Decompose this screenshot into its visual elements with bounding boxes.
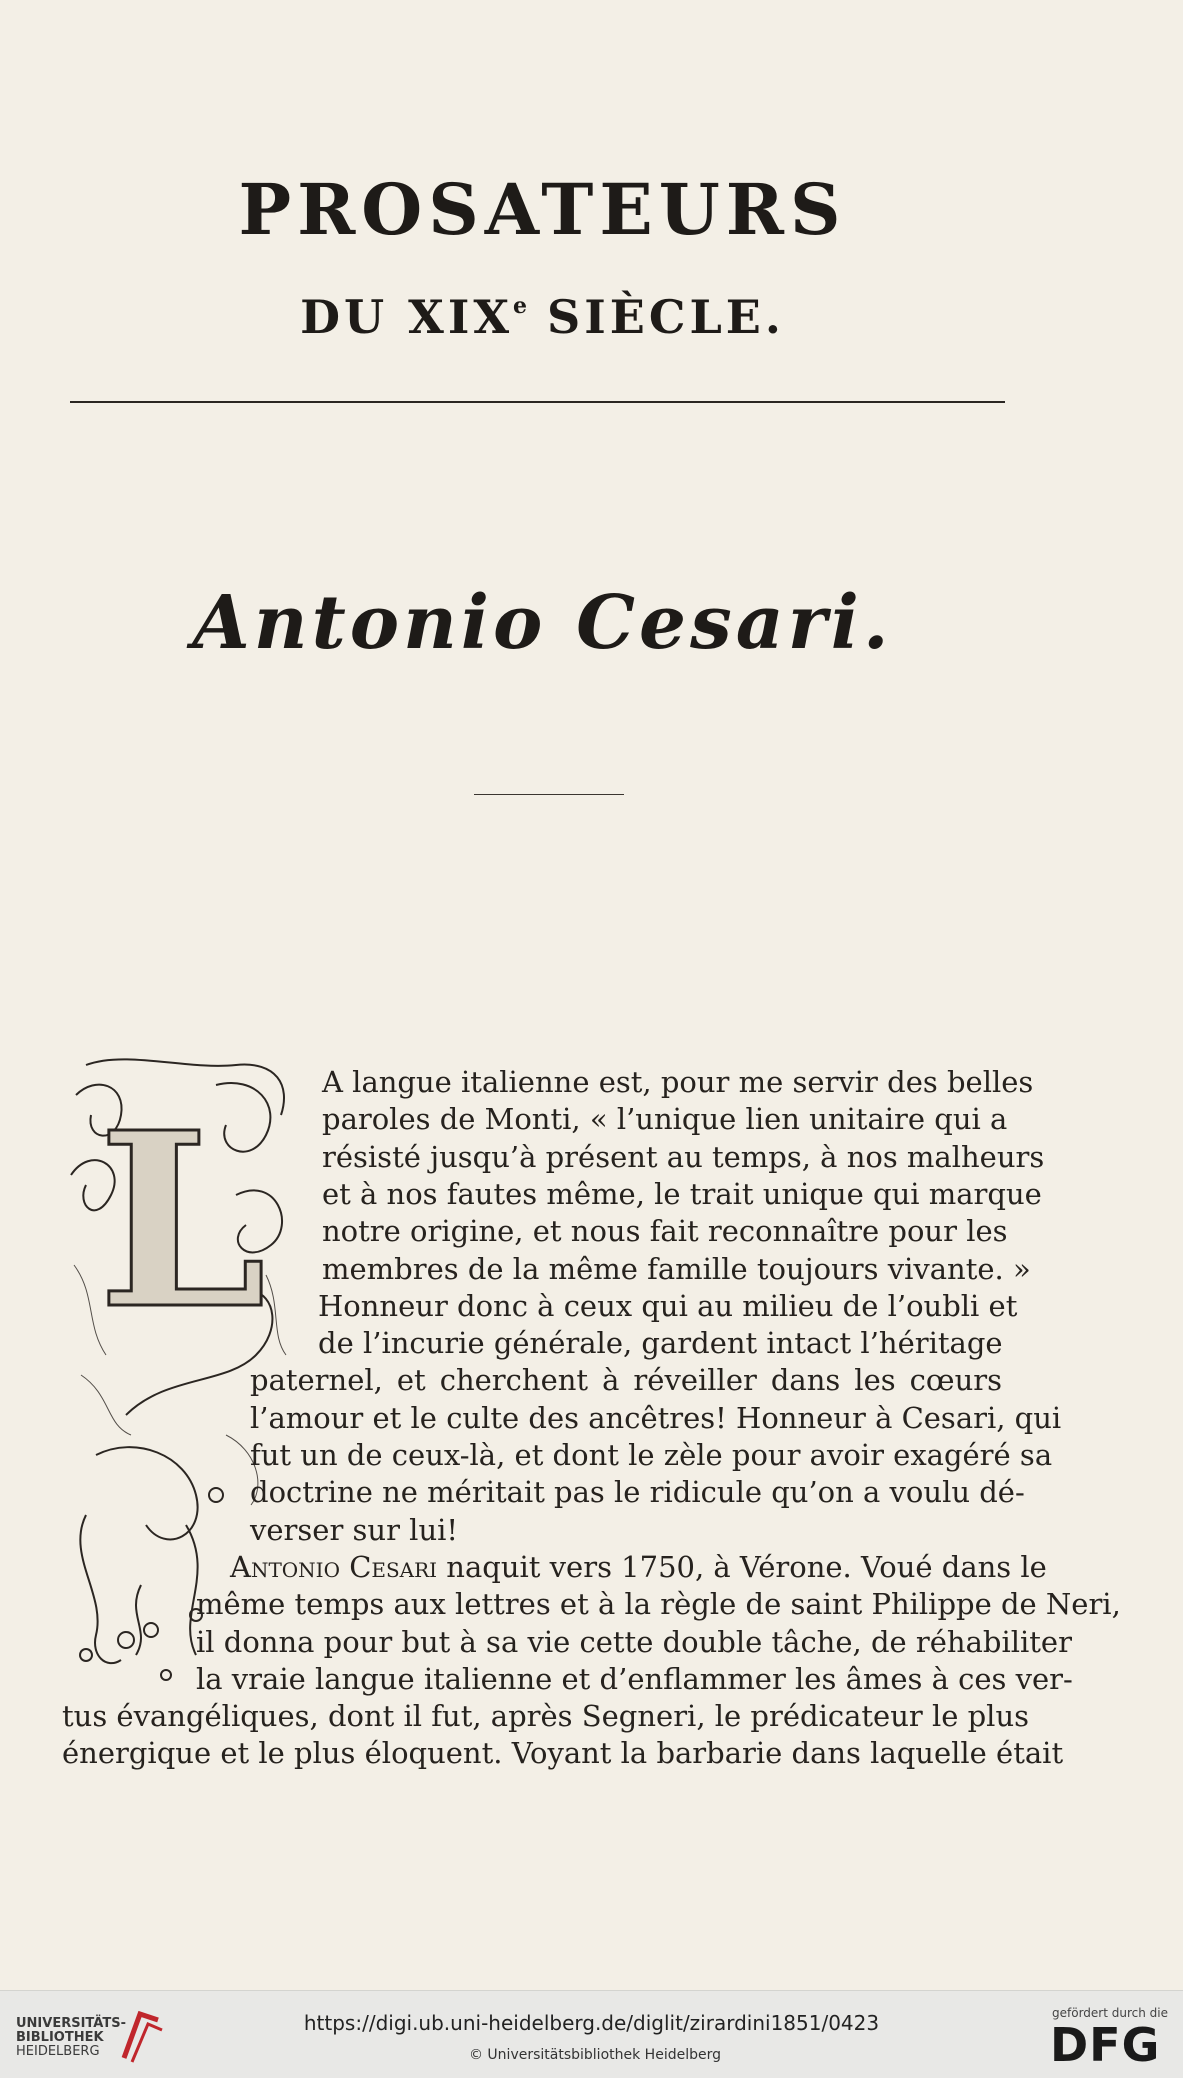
funding-note: gefördert durch die — [1052, 2006, 1168, 2020]
text-line: A langue italienne est, pour me servir des belles — [322, 1065, 1034, 1099]
text-line: énergique et le plus éloquent. Voyant la barbarie dans laquelle était — [62, 1736, 1064, 1771]
author-heading: Antonio Cesari. — [192, 580, 893, 666]
permalink-url[interactable]: https://digi.ub.uni-heidelberg.de/diglit/zirardini1851/0423 — [303, 2011, 880, 2035]
text-line: paternel, et cherchent à réveiller dans les cœurs — [250, 1363, 1002, 1398]
author-name-inline: Antonio Cesari — [230, 1549, 438, 1584]
text-line: Antonio Cesari naquit vers 1750, à Vérone. Voué dans le — [230, 1549, 1047, 1584]
copyright-text: © Universitätsbibliothek Heidelberg — [468, 2047, 721, 2063]
text-line: et à nos fautes même, le trait unique qui marque — [322, 1176, 1042, 1211]
text-line: doctrine ne méritait pas le ridicule qu’on a voulu dé- — [250, 1475, 1025, 1510]
text-line: l’amour et le culte des ancêtres! Honneur à Cesari, qui — [250, 1400, 1062, 1435]
svg-text:L: L — [97, 1080, 267, 1362]
text-line: verser sur lui! — [250, 1512, 459, 1547]
section-subtitle: DU XIXe SIÈCLE. — [300, 290, 785, 344]
text-line: fut un de ceux-là, et dont le zèle pour avoir exagéré sa — [250, 1438, 1053, 1472]
text-line: même temps aux lettres et à la règle de saint Philippe de Neri, — [196, 1587, 1121, 1622]
author-rule — [474, 794, 624, 795]
dfg-logo: DFG — [1050, 2018, 1161, 2072]
section-title: PROSATEURS — [238, 168, 847, 251]
text-line: notre origine, et nous fait reconnaître pour les — [322, 1214, 1008, 1249]
text-line: membres de la même famille toujours vivante. » — [322, 1251, 1031, 1286]
text-line: tus évangéliques, dont il fut, après Segneri, le prédicateur le plus — [62, 1699, 1030, 1734]
library-logo-text: UNIVERSITÄTS- BIBLIOTHEK HEIDELBERG — [16, 2016, 126, 2059]
text-line: il donna pour but à sa vie cette double tâche, de réhabiliter — [196, 1624, 1072, 1659]
title-rule — [70, 401, 1005, 403]
text-line: résisté jusqu’à présent au temps, à nos malheurs — [322, 1139, 1045, 1174]
text-line: de l’incurie générale, gardent intact l’héritage — [318, 1326, 1003, 1361]
text-line: Honneur donc à ceux qui au milieu de l’oubli et — [318, 1288, 1018, 1323]
text-line: paroles de Monti, « l’unique lien unitaire qui a — [322, 1102, 1008, 1137]
text-line: la vraie langue italienne et d’enflammer les âmes à ces ver- — [196, 1661, 1073, 1696]
